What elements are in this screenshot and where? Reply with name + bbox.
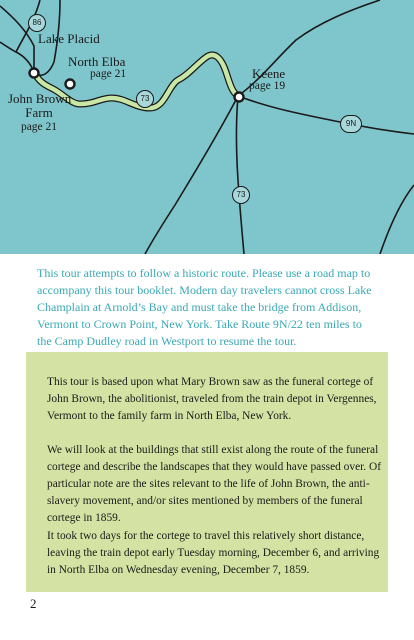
page-number: 2 (30, 596, 37, 611)
john-brown-farm-line1: John Brown (8, 91, 72, 106)
route-73-south-shield: 73 (232, 186, 250, 204)
route-86-shield: 86 (28, 14, 46, 32)
summary-paragraph-3: It took two days for the cortege to travel this relatively short distance, leaving the train depot early Tuesday morning, December 6, and arriving in North Elba on Wednesday evening, December 7, 1859. (47, 530, 380, 576)
road-southeast (380, 185, 414, 254)
route-73-west-shield: 73 (136, 90, 154, 108)
lake-placid-label: Lake Placid (38, 31, 100, 46)
john-brown-farm-page-label: page 21 (20, 121, 58, 133)
summary-paragraph-1: This tour is based upon what Mary Brown saw as the funeral cortege of John Brown, the abolitionist, traveled from the train depot in Vergennes, Vermont to the family farm in North Elba, New York. (47, 376, 377, 422)
road-southwest (145, 96, 238, 254)
intro-paragraph (37, 265, 377, 350)
north-elba-marker (66, 80, 75, 89)
intro-text: This tour attempts to follow a historic route. Please use a road map to accompany this tour booklet. Modern day travelers cannot cross Lake Champlain at Arnold’s Bay and must take the bridge from Addison, Vermont to Crown Point, New York. Take Route 9N/22 ten miles to the Camp Dudley road in Westport to resume the tour. (37, 266, 372, 348)
keene-marker (235, 93, 244, 102)
road-73-south (237, 96, 245, 254)
john-brown-farm-marker (30, 69, 39, 78)
north-elba-page-label: page 21 (90, 68, 127, 80)
road-9n (238, 96, 414, 134)
keene-page-label: page 19 (249, 80, 286, 92)
route-map (0, 0, 414, 254)
keene-label: Keene (252, 66, 286, 81)
john-brown-farm-line2: Farm (25, 105, 53, 120)
john-brown-farm-label (8, 92, 70, 134)
road-west (0, 42, 34, 72)
north-elba-label: North Elba (68, 54, 126, 69)
summary-paragraph-2: We will look at the buildings that still exist along the route of the funeral cortege and describe the landscapes that they would have passed over. Of particular note are the sites relevant to the life of John Brown, the anti-slavery movement, and/or sites mentioned by members of the funeral cortege in 1859. (47, 444, 382, 524)
summary-box (26, 352, 388, 592)
route-9n-shield: 9N (340, 115, 362, 133)
